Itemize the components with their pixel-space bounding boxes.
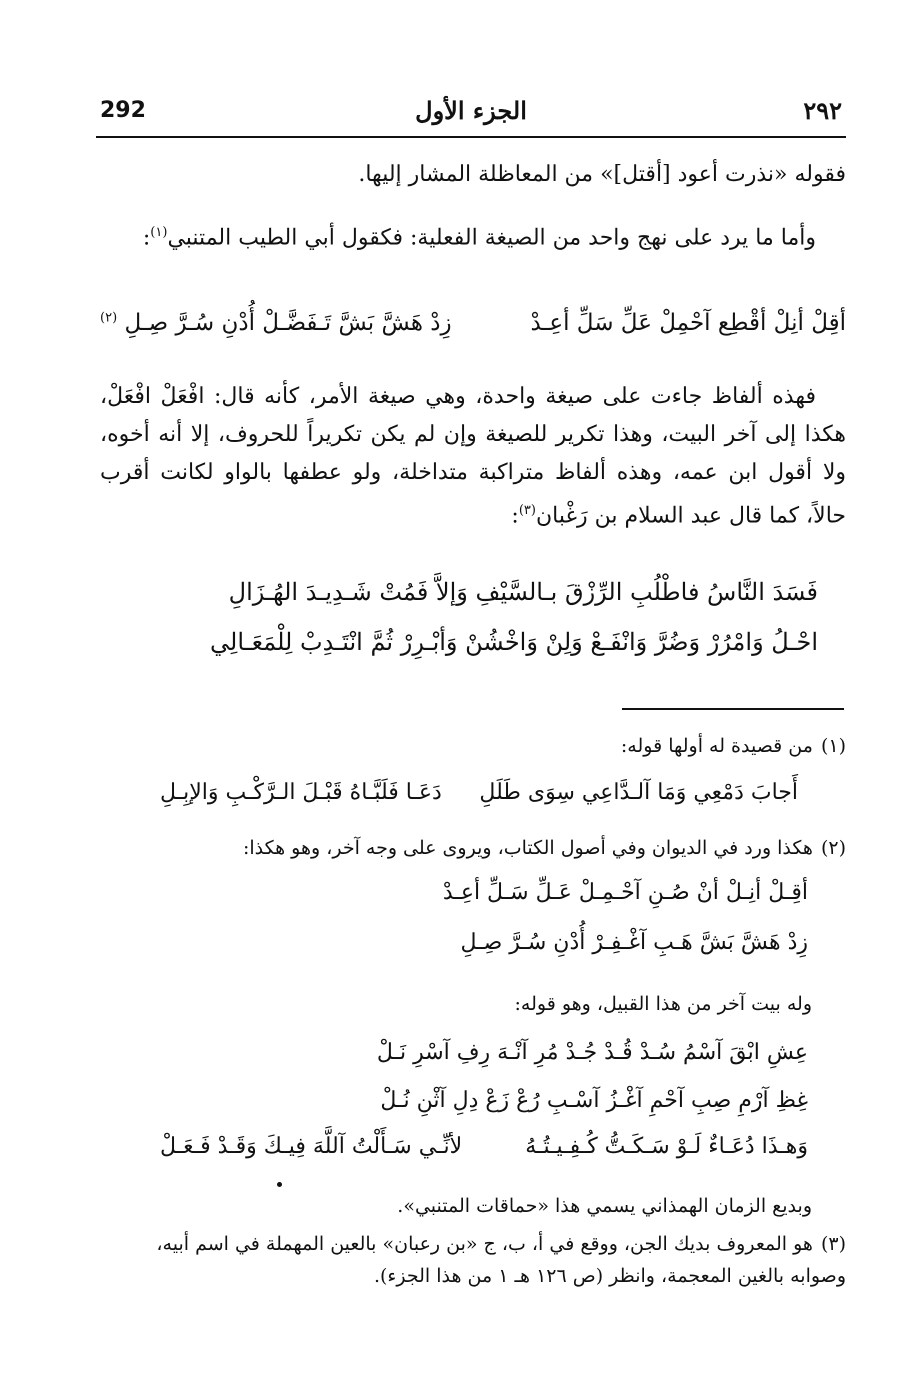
footnote-3-number: (٣): [820, 1233, 846, 1255]
running-header: [96, 92, 846, 132]
verse-ibn-raghban-line-2: [180, 628, 818, 668]
paragraph-2: [100, 214, 846, 257]
verse-hemistich-left: [100, 310, 452, 336]
verse-2-line-2-text: احْـلُ وَامْرُرْ وَضُرَّ وَانْفَـعْ وَلِنْ وَاخْشُنْ وَأبْـرِرْ ثُمَّ انْتَـدِبْ لِلْمَعَـالِي: [210, 628, 818, 656]
footnote-2-continuation: [100, 988, 812, 1020]
footnote-2: [100, 832, 846, 864]
footnote-ref-3: (٣): [518, 503, 536, 518]
footnote-1-number: (١): [820, 735, 846, 757]
footnote-3: [100, 1228, 846, 1292]
footnote-1-text: من قصيدة له أولها قوله:: [620, 735, 813, 757]
footnote-2-verse-5-left: لأنِّـي سَـأَلْتُ آللَّهَ فِيـكَ وَقَـدْ فَـعَـلْ: [160, 1134, 463, 1159]
footnote-ref-2: (٢): [100, 310, 118, 326]
verse-mutanabbi: [100, 310, 846, 350]
page-number-arabic: ٢٩٢: [803, 96, 842, 125]
paragraph-3-end: :: [511, 503, 519, 529]
paragraph-3-text: فهذه ألفاظ جاءت على صيغة واحدة، وهي صيغة الأمر، كأنه قال: افْعَلْ افْعَلْ، هكذا إلى آخر البيت، وهذا تكرير للصيغة وإن لم يكن تكريراً للحروف، إلا أنه أخوه، ولا أقول ابن عمه، وهذه ألفاظ متراكبة متداخلة، ولو عطفها بالواو لكانت أقرب حالاً، كما قال عبد السلام بن رَغْبان: [100, 384, 846, 529]
footnote-2-continuation-text: وله بيت آخر من هذا القبيل، وهو قوله:: [514, 993, 812, 1015]
footnote-1-verse-right: أَجابَ دَمْعِي وَمَا آلـدَّاعِي سِوَى طَلَلِ: [479, 780, 798, 805]
footnote-2-verse-4: غِظِ آرْمِ صِبِ آحْمِ آغْـزُ آسْـبِ رُعْ زَعْ دِلِ آثْنِ نُـلْ: [380, 1088, 808, 1113]
page-number-latin: 292: [100, 98, 146, 123]
verse-2-line-1-text: فَسَدَ النَّاسُ فاطْلُبِ الرِّزْقَ بـالسَّيْفِ وَإلاَّ فَمُتْ شَـدِيـدَ الهُـزَالِ: [228, 578, 818, 606]
footnote-2-verse-3: عِشِ ابْقَ آسْمُ سُـدْ قُـدْ جُـدْ مُرِ آنْـهَ رِفِ آسْرِ نَـلْ: [376, 1040, 808, 1065]
footnote-2-number: (٢): [820, 837, 846, 859]
footnote-2-text: هكذا ورد في الديوان وفي أصول الكتاب، ويروى على وجه آخر، وهو هكذا:: [242, 837, 813, 859]
header-title: الجزء الأول: [415, 96, 527, 125]
paragraph-2-text: وأما ما يرد على نهج واحد من الصيغة الفعلية: فكقول أبي الطيب المتنبي: [167, 225, 816, 251]
footnote-separator: [622, 708, 844, 710]
paragraph-3: [100, 378, 846, 535]
paragraph-1-text: فقوله «نذرت أعود [أقتل]» من المعاظلة المشار إليها.: [358, 162, 846, 187]
footnote-2-note: [100, 1190, 812, 1222]
header-rule: [96, 136, 846, 138]
footnote-ref-1: (١): [150, 225, 168, 240]
footnote-2-verse-1: أقِـلْ أنِـلْ أنْ صُـنِ آحْـمِـلْ عَـلِّ سَـلِّ أعِـدْ: [442, 880, 808, 905]
verse-hemistich-right: أقِلْ أنِلْ أقْطِع آحْمِلْ عَلِّ سَلِّ أعِـدْ: [530, 310, 846, 336]
footnote-3-text: هو المعروف بديك الجن، ووقع في أ، ب، ج «بن رعبان» بالعين المهملة في اسم أبيه، وصوابه بالغين المعجمة، وانظر (ص ١٢٦ هـ ١ من هذا الجزء).: [156, 1233, 846, 1287]
ornament-dot: [277, 1182, 282, 1187]
verse-ibn-raghban-line-1: [180, 578, 818, 618]
footnote-2-verse-5-right: وَهـذَا دُعَـاءٌ لَـوْ سَـكَـتُّ كُـفِـيـتُـهُ: [525, 1134, 808, 1159]
verse-hemistich-left-text: زِدْ هَشَّ بَشَّ تَـفَضَّـلْ أُدْنِ سُـرَّ صِـلِ: [124, 310, 452, 336]
paragraph-1: [100, 156, 846, 194]
footnote-1-verse-left: دَعَـا فَلَبَّـاهُ قَبْـلَ الـرَّكْـبِ وَالإبِـلِ: [160, 780, 442, 805]
footnote-2-note-text: وبديع الزمان الهمذاني يسمي هذا «حماقات المتنبي».: [397, 1195, 812, 1217]
paragraph-2-end: :: [142, 225, 151, 251]
footnote-2-verse-2: زِدْ هَشَّ بَشَّ هَـبِ آغْـفِـرْ أُدْنِ سُـرَّ صِـلِ: [460, 930, 808, 955]
footnote-1: [100, 730, 846, 762]
